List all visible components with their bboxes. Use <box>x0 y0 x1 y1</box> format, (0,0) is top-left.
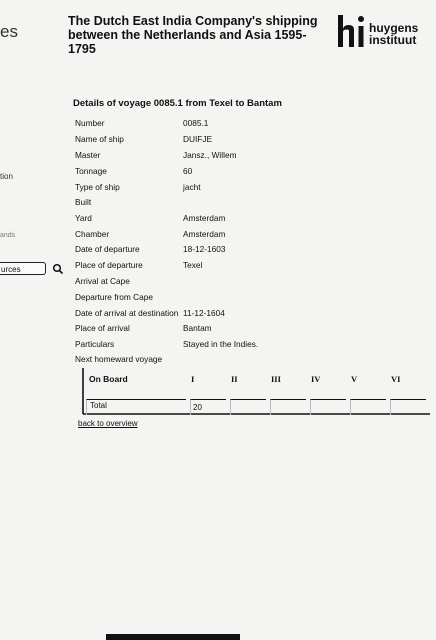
total-value-cell <box>350 399 386 415</box>
onboard-header: On Board <box>89 374 128 384</box>
logo-line-1: huygens <box>369 21 419 35</box>
detail-label: Chamber <box>75 229 110 239</box>
onboard-column-header: VI <box>391 374 401 384</box>
detail-label: Next homeward voyage <box>75 354 163 364</box>
detail-label: Master <box>75 150 101 160</box>
onboard-column-header: IV <box>311 374 321 384</box>
detail-value: 18-12-1603 <box>183 244 226 254</box>
total-value: 20 <box>193 403 202 412</box>
onboard-column-header: II <box>231 374 238 384</box>
detail-label: Yard <box>75 213 92 223</box>
sidebar-item-fragment[interactable]: tion <box>0 172 13 181</box>
detail-label: Number <box>75 118 105 128</box>
detail-label: Built <box>75 197 92 207</box>
detail-label: Departure from Cape <box>75 292 153 302</box>
back-to-overview-link[interactable]: back to overview <box>78 419 138 428</box>
total-value-cell <box>310 399 346 415</box>
detail-value: 11-12-1604 <box>183 308 225 318</box>
sidebar-title-fragment: es <box>0 22 18 41</box>
detail-label: Name of ship <box>75 134 124 144</box>
onboard-column-header: III <box>271 374 281 384</box>
detail-value: jacht <box>183 182 201 192</box>
site-title: The Dutch East India Company's shipping between the Netherlands and Asia 1595-1795 <box>68 14 318 56</box>
detail-value: Texel <box>183 260 203 270</box>
detail-label: Place of arrival <box>75 323 130 333</box>
detail-value: Amsterdam <box>183 229 226 239</box>
detail-value: 60 <box>183 166 193 176</box>
onboard-column-header: V <box>351 374 358 384</box>
detail-label: Arrival at Cape <box>75 276 130 286</box>
huygens-logo-icon <box>337 15 365 47</box>
bottom-bar <box>106 634 240 640</box>
detail-label: Type of ship <box>75 182 120 192</box>
total-label: Total <box>90 401 107 410</box>
detail-value: Stayed in the Indies. <box>183 339 259 349</box>
logo-line-2: instituut <box>369 33 417 47</box>
detail-label: Date of departure <box>75 244 140 254</box>
onboard-column-header: I <box>191 374 195 384</box>
detail-label: Particulars <box>75 339 115 349</box>
detail-value: DUIFJE <box>183 134 213 144</box>
detail-label: Date of arrival at destination <box>75 308 179 318</box>
search-input[interactable]: urces <box>0 262 46 275</box>
detail-value: Amsterdam <box>183 213 226 223</box>
logo-text <box>369 22 418 46</box>
detail-label: Tonnage <box>75 166 107 176</box>
detail-value: Bantam <box>183 323 212 333</box>
search-icon[interactable] <box>52 263 64 275</box>
sidebar-item-fragment-2[interactable]: ands <box>0 232 16 239</box>
detail-label: Place of departure <box>75 260 143 270</box>
total-value-cell <box>270 399 306 415</box>
total-value-cell <box>230 399 266 415</box>
detail-value: Jansz., Willem <box>183 150 237 160</box>
detail-value: 0085.1 <box>183 118 209 128</box>
total-value-cell <box>390 399 426 415</box>
voyage-heading: Details of voyage 0085.1 from Texel to Bantam <box>73 98 282 109</box>
